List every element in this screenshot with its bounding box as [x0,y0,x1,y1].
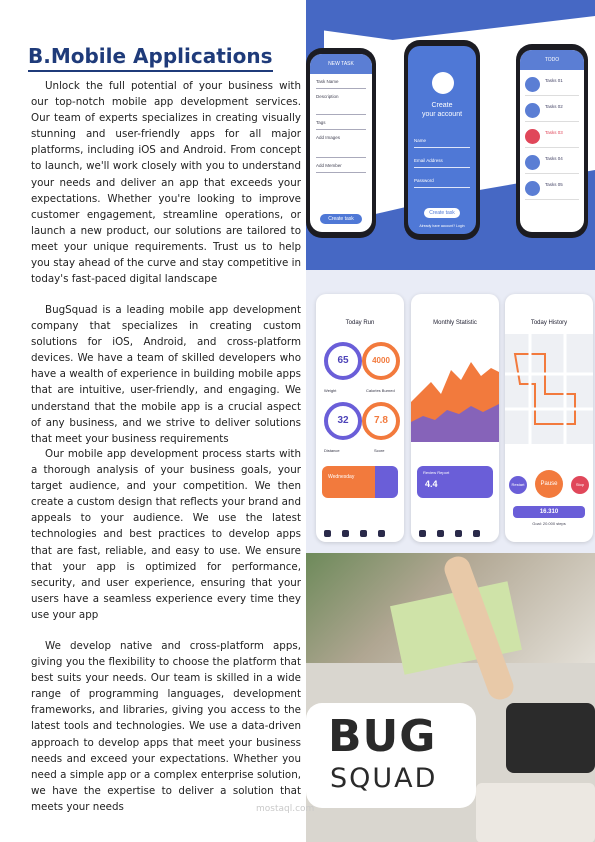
login-prompt: Already have account? Login [419,224,465,228]
phone-todo [516,44,588,238]
distance-value: 32 [324,402,362,440]
stat-label: Calories Burned [366,388,395,393]
stat-label: Weight [324,388,337,393]
field-label: Password [414,178,470,188]
card-title: Monthly Statistic [433,320,477,326]
pause-button: Pause [535,470,563,498]
card-today-run [316,294,404,542]
bugsquad-logo [306,703,476,808]
logo-text-bottom: SQUAD [330,763,438,794]
paragraph-2: BugSquad is a leading mobile app development company that specializes in creating custom solutions for iOS, Android, and cross-platform devices. We have a team of skilled developers who have a wealth of experience in building mobile apps that are intuitive, user-friendly, and engaging. We understand that the mobile app is a crucial aspect of any business, and we strive to deliver solutions that meet your business requirements [31,304,301,445]
goal-label: Goal: 20.000 steps [532,521,566,526]
field-label: Add Member [316,163,366,173]
create-task-button: Create task [424,208,460,218]
field-label: Name [414,138,470,148]
account-heading-line-2: your account [421,111,463,118]
screen-title: TODO [520,50,584,70]
restart-button: Restart [509,476,527,494]
phone-create-account [404,40,480,240]
list-item: Tasks 02 [525,101,579,122]
stop-button: Stop [571,476,589,494]
paragraph-1: Unlock the full potential of your business with our top-notch mobile app development services. Our team of experts specializes in creating visually stunning and user-friendly apps for all major platforms, including iOS and Android. From concept to launch, we'll work closely with you to understand your needs and deliver an app that exceeds your expectations. Whether you're looking to improve customer engagement, streamline operations, or launch a new product, our solutions are tailored to meet your unique requirements. Trust us to help you stay ahead of the curve and stay competitive in today's fast-paced digital landscape [31,80,301,286]
tablet-shape [506,703,595,773]
create-task-button: Create task [320,214,362,224]
area-chart-icon [411,342,499,442]
bottom-nav [419,524,491,532]
screen-title: NEW TASK [310,54,372,74]
list-item: Tasks 04 [525,153,579,174]
stat-label: Score [374,448,385,453]
photo-desk-with-logo [306,553,595,842]
card-title: Today History [530,320,568,326]
day-label: Wednesday [328,474,355,480]
field-label: Description [316,94,366,115]
weight-value: 65 [324,342,362,380]
map-route-icon [505,334,593,444]
avatar-icon [432,72,454,94]
account-heading-line-1: Create [431,102,453,109]
mockup-image-fitness-app [306,270,595,553]
list-item: Tasks 03 [525,127,579,148]
stat-label: Distance [324,448,340,453]
bottom-nav [324,524,396,532]
card-monthly-statistic [411,294,499,542]
field-label: Email Address [414,158,470,168]
paper-shape [476,783,595,842]
page-title: B.Mobile Applications [28,44,273,72]
watermark: mostaql.com [256,804,315,814]
review-label: Review Report [423,470,450,475]
field-label: Tags [316,120,366,130]
wednesday-card [322,466,398,498]
steps-value: 16.310 [513,506,585,518]
card-today-history [505,294,593,542]
calories-value: 4000 [362,342,400,380]
paragraph-3: Our mobile app development process starts with a thorough analysis of your business goals, your target audience, and your competition. We then create a custom design that reflects your brand and appeals to your audience. We use the latest technologies and best practices to develop apps that are fast, reliable, and easy to use. We ensure that your app is optimized for performance, security, and user experience, ensuring that your users have a seamless experience every time they use your app [31,448,301,621]
score-value: 7.8 [362,402,400,440]
list-item: Tasks 01 [525,75,579,96]
mockup-image-task-app [306,0,595,270]
review-card [417,466,493,498]
card-title: Today Run [345,320,375,326]
field-label: Task Name [316,79,366,89]
review-value: 4.4 [425,479,438,489]
field-label: Add Images [316,135,366,158]
list-item: Tasks 05 [525,179,579,200]
logo-text-top: BUG [328,711,437,762]
phone-new-task [306,48,376,238]
paragraph-4: We develop native and cross-platform apps, giving you the flexibility to choose the platform that best suits your needs. Our team is skilled in a wide range of programming languages, development frameworks, and libraries, giving you access to the latest tools and technologies. We use a data-driven approach to develop apps that meet your business needs and exceed your expectations. Whether you need a simple app or a complex enterprise solution, we have the expertise to deliver a solution that meets your needs [31,640,301,813]
